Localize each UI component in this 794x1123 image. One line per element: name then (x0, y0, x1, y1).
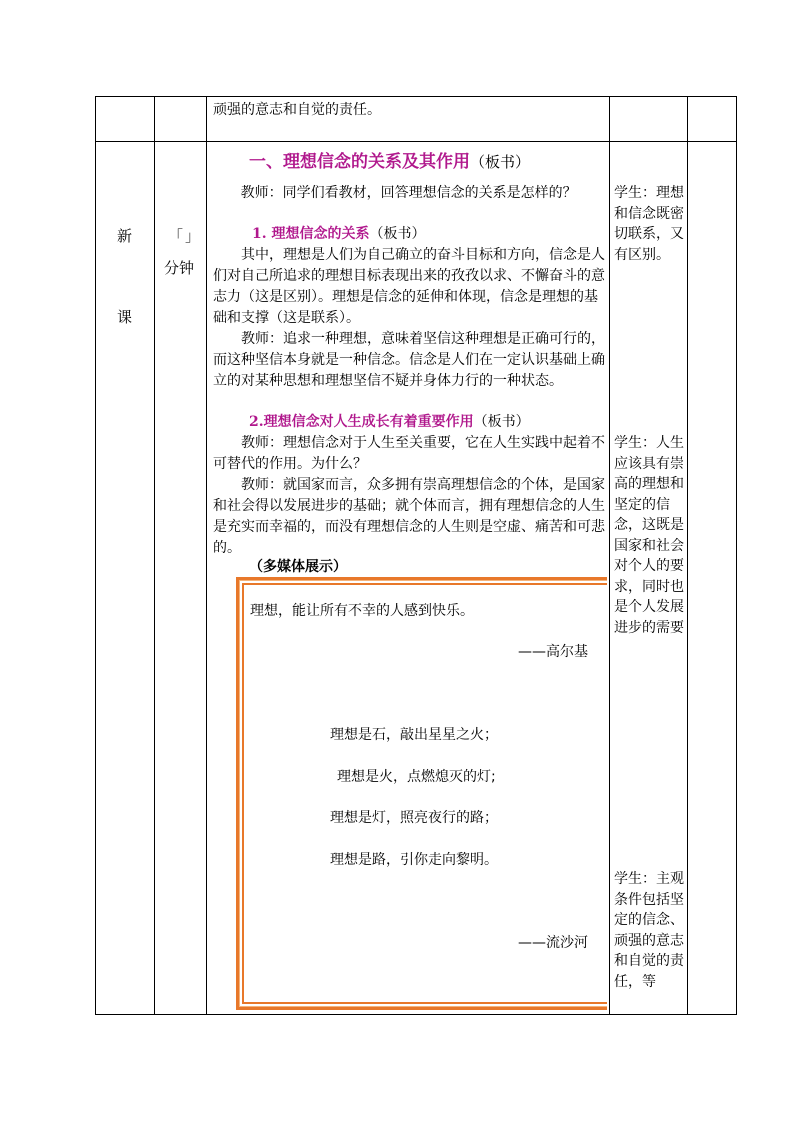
slide-quote-1: 理想，能让所有不幸的人感到快乐。 (250, 603, 474, 619)
student-response-3: 学生：主观条件包括坚定的信念、顽强的意志和自觉的责任，等 (614, 871, 684, 990)
col-border-2 (206, 96, 207, 1015)
table-bottom-border (95, 1014, 737, 1015)
slide-poem-line-1: 理想是石，敲出星星之火； (330, 727, 498, 743)
slide-poem-line-3: 理想是灯，照亮夜行的路； (330, 810, 498, 826)
top-row-text: 顽强的意志和自觉的责任。 (213, 102, 381, 118)
slide-poem-line-4: 理想是路，引你走向黎明。 (330, 852, 498, 868)
col-border-left (95, 96, 96, 1015)
paragraph-relation: 其中，理想是人们为自己确立的奋斗目标和方向，信念是人们对自己所追求的理想目标表现出来的孜孜以求、不懈奋斗的意志力（这是区别）。理想是信念的延伸和体现，信念是理想的基础和支撑（这是联系）。 (213, 247, 605, 326)
question-1: 教师：同学们看教材，回答理想信念的关系是怎样的？ (240, 185, 577, 201)
multimedia-label: （多媒体展示） (249, 559, 347, 575)
subheading-2-title: 2.理想信念对人生成长有着重要作用 (249, 414, 474, 430)
paragraph-teacher-4: 教师：就国家而言，众多拥有崇高理想信念的个体，是国家和社会得以发展进步的基础；就个体而言，拥有理想信念的人生是充实而幸福的，而没有理想信念的人生则是空虚、痛苦和可悲的。 (213, 477, 605, 556)
slide-author-2: ——流沙河 (518, 935, 588, 951)
paragraph-teacher-3: 教师：理想信念对于人生至关重要，它在人生实践中起着不可替代的作用。为什么？ (213, 435, 605, 472)
slide-poem-line-2: 理想是火，点燃熄灭的灯; (337, 769, 496, 785)
row-divider (95, 141, 737, 142)
section-label-xin: 新 (117, 227, 133, 245)
subheading-2-note: （板书） (473, 414, 530, 430)
subheading-1 (252, 224, 426, 244)
col-border-3 (609, 96, 610, 1015)
col-border-right (736, 96, 737, 1015)
col-border-1 (154, 96, 155, 1015)
paragraph-teacher-2: 教师：追求一种理想，意味着坚信这种理想是正确可行的，而这种坚信本身就是一种信念。信念是人们在一定认识基础上确立的对某种思想和理想坚信不疑并身体力行的一种状态。 (213, 331, 605, 389)
subheading-1-title: 1. 理想信念的关系 (252, 226, 370, 242)
main-heading-title: 一、理想信念的关系及其作用 (249, 152, 470, 172)
col-border-4 (687, 96, 688, 1015)
table-top-border (95, 96, 737, 97)
subheading-1-note: （板书） (369, 226, 426, 242)
slide-author-1: ——高尔基 (518, 644, 588, 660)
subheading-2 (249, 412, 530, 432)
main-heading-note: （板书） (470, 153, 531, 171)
student-response-2: 学生：人生应该具有崇高的理想和坚定的信念，这既是国家和社会对个人的要求，同时也是个人发展进步的需要 (614, 435, 684, 636)
time-bracket: 「」 (168, 227, 203, 245)
main-heading (249, 152, 530, 172)
time-unit: 分钟 (164, 259, 195, 277)
student-response-1: 学生：理想和信念既密切联系，又有区别。 (614, 185, 684, 263)
section-label-ke: 课 (117, 308, 133, 326)
